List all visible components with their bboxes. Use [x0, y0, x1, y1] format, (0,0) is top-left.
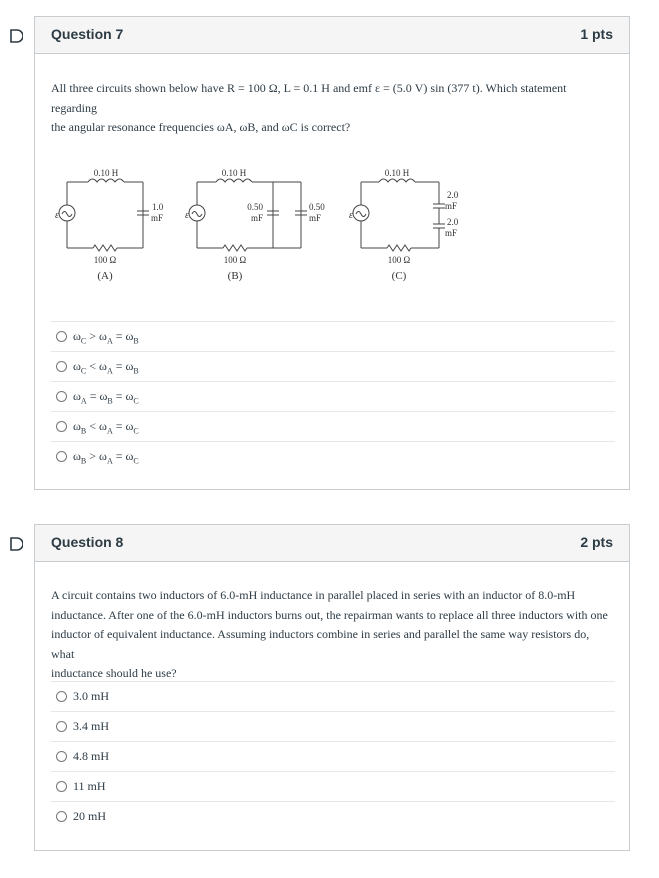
answer-option[interactable] [51, 801, 615, 831]
circuit-b-cap1-unit: mF [250, 213, 263, 223]
question-8-header [35, 525, 629, 562]
answer-label: $\omega_C > \omega_A = \omega_B$ [73, 329, 139, 346]
question-8-text-line: inductance. After one of the 6.0-mH inductors burns out, the repairman wants to replace all three inductors with one [51, 607, 608, 622]
question-7-header [35, 17, 629, 54]
answer-option[interactable] [51, 681, 615, 711]
radio-button[interactable] [56, 721, 67, 732]
question-7-text-line1: All three circuits shown below have R = 100 Ω, L = 0.1 H and emf ε = (5.0 V) sin (377 t). Which statement regarding [51, 81, 567, 115]
question-7-options [51, 321, 615, 471]
flag-question-icon[interactable] [9, 537, 23, 551]
question-8-card [34, 524, 630, 851]
question-8-text-line: inductance should he use? [51, 666, 177, 680]
radio-button[interactable] [56, 391, 67, 402]
answer-label: 4.8 mH [73, 749, 109, 763]
circuit-c-cap1-value: 2.0 [447, 190, 459, 200]
circuit-a-name: (A) [97, 270, 113, 282]
radio-button[interactable] [56, 361, 67, 372]
circuit-a-inductor-label: 0.10 H [93, 168, 119, 178]
question-8-title: Question 8 [51, 534, 124, 550]
circuit-c-cap2-value: 2.0 [447, 217, 459, 227]
question-8-text-line: inductor of equivalent inductance. Assuming inductors combine in series and parallel the same way resistors do, what [51, 627, 590, 661]
answer-label: 3.4 mH [73, 719, 109, 733]
circuit-b-cap1-value: 0.50 [247, 202, 263, 212]
question-7-card [34, 16, 630, 490]
answer-option[interactable] [51, 741, 615, 771]
circuit-c-emf-symbol: ε [349, 210, 353, 221]
circuit-c-resistor-label: 100 Ω [387, 255, 411, 265]
radio-button[interactable] [56, 421, 67, 432]
circuit-c-cap2-unit: mF [445, 228, 458, 238]
question-7-title: Question 7 [51, 26, 124, 42]
circuit-b-name: (B) [227, 270, 243, 282]
question-8-text [51, 586, 611, 684]
circuit-b-cap2-value: 0.50 [309, 202, 325, 212]
circuit-a-cap-value: 1.0 [152, 202, 164, 212]
question-7-text [51, 79, 611, 138]
answer-option[interactable] [51, 381, 615, 411]
radio-button[interactable] [56, 451, 67, 462]
question-8-options [51, 681, 615, 831]
answer-label: 11 mH [73, 779, 106, 793]
radio-button[interactable] [56, 691, 67, 702]
answer-label: $\omega_B > \omega_A = \omega_C$ [73, 449, 139, 466]
question-8-text-line: A circuit contains two inductors of 6.0-mH inductance in parallel placed in series with an inductor of 8.0-mH [51, 588, 576, 602]
answer-option[interactable] [51, 351, 615, 381]
radio-button[interactable] [56, 751, 67, 762]
circuit-b-resistor-label: 100 Ω [223, 255, 247, 265]
flag-question-icon[interactable] [9, 29, 23, 43]
question-7-points: 1 pts [580, 26, 613, 42]
circuit-c-name: (C) [391, 270, 407, 282]
radio-button[interactable] [56, 331, 67, 342]
answer-label: $\omega_A = \omega_B = \omega_C$ [73, 389, 139, 406]
answer-option[interactable] [51, 441, 615, 471]
radio-button[interactable] [56, 811, 67, 822]
circuit-diagram [41, 152, 621, 287]
answer-label: $\omega_C < \omega_A = \omega_B$ [73, 359, 139, 376]
circuit-c-cap1-unit: mF [445, 201, 458, 211]
circuit-a-cap-unit: mF [151, 213, 164, 223]
question-7-text-line2: the angular resonance frequencies ωA, ωB, and ωC is correct? [51, 120, 351, 134]
circuit-a-emf-symbol: ε [55, 210, 59, 221]
circuit-b-cap2-unit: mF [309, 213, 322, 223]
answer-label: 20 mH [73, 809, 106, 823]
question-8-points: 2 pts [580, 534, 613, 550]
circuit-c-inductor-label: 0.10 H [384, 168, 410, 178]
answer-option[interactable] [51, 711, 615, 741]
answer-option[interactable] [51, 321, 615, 351]
circuit-a-resistor-label: 100 Ω [93, 255, 117, 265]
answer-option[interactable] [51, 771, 615, 801]
radio-button[interactable] [56, 781, 67, 792]
circuit-b-inductor-label: 0.10 H [221, 168, 247, 178]
answer-label: $\omega_B < \omega_A = \omega_C$ [73, 419, 139, 436]
circuit-b-emf-symbol: ε [185, 210, 189, 221]
answer-label: 3.0 mH [73, 689, 109, 703]
answer-option[interactable] [51, 411, 615, 441]
